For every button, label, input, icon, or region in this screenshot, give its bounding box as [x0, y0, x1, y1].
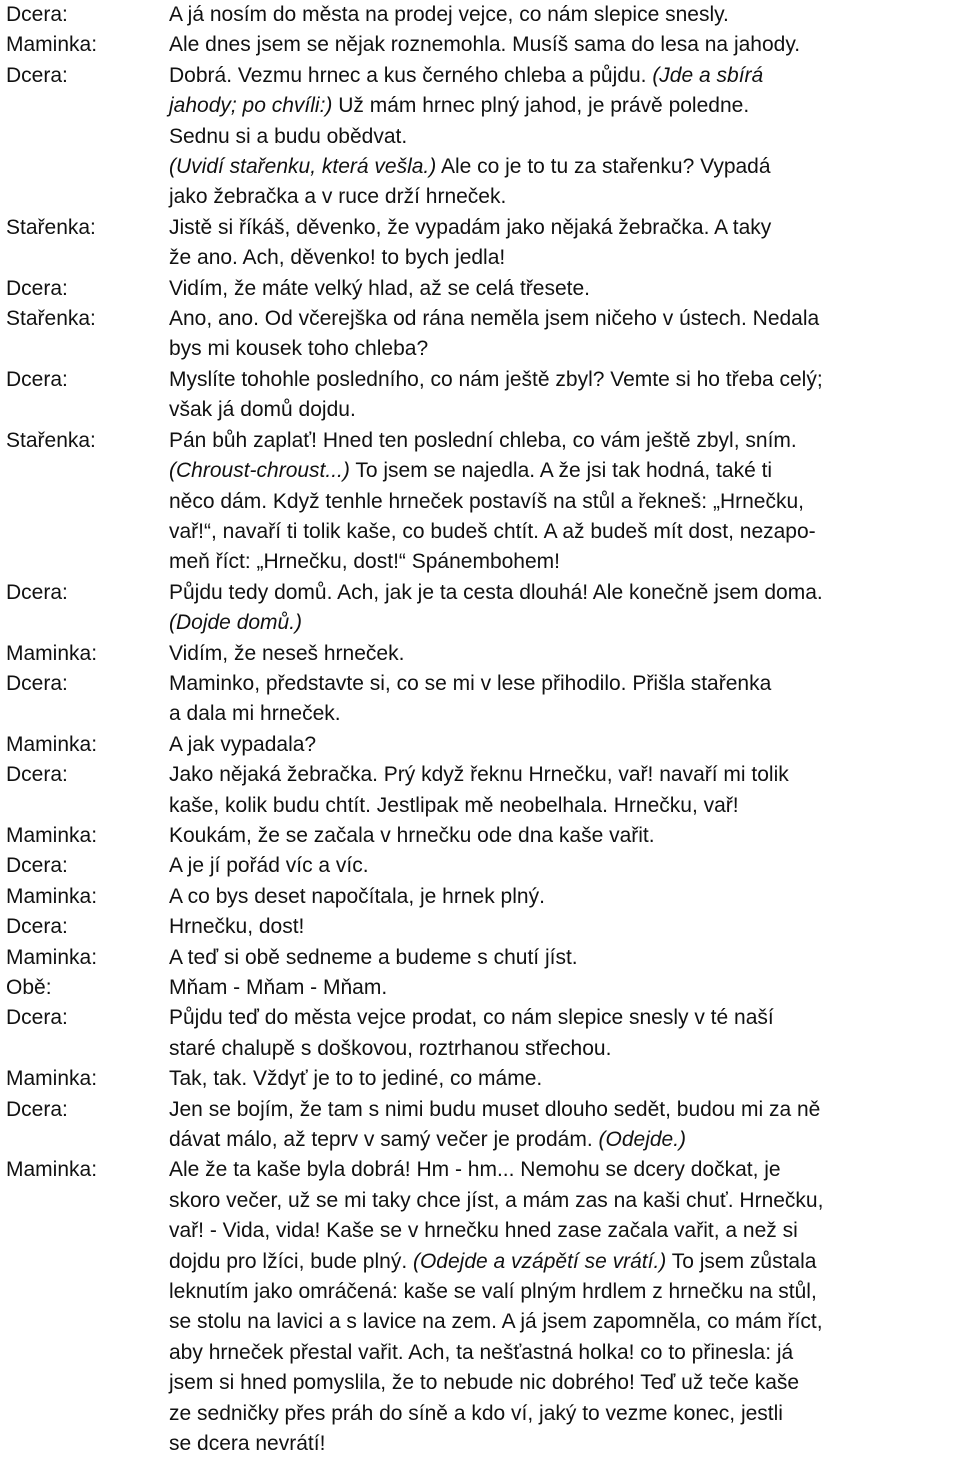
- dialogue-turn: [0, 730, 960, 760]
- speech-text: [169, 730, 960, 760]
- dialogue-turn: [0, 912, 960, 942]
- dialogue-turn: [0, 821, 960, 851]
- speech-text: [169, 365, 960, 426]
- stage-direction: (Odejde.): [598, 1128, 687, 1152]
- speech-line: [169, 182, 960, 212]
- speech-segment: něco dám. Když tenhle hrneček postavíš na stůl a řekneš: „Hrnečku,: [169, 489, 804, 513]
- speech-text: [169, 973, 960, 1003]
- stage-direction: jahody; po chvíli:): [169, 94, 333, 118]
- speech-text: [169, 882, 960, 912]
- dialogue-turn: [0, 365, 960, 426]
- speech-segment: se stolu na lavici a s lavice na zem. A já jsem zapomněla, co mám říct,: [169, 1310, 823, 1334]
- dialogue-turn: [0, 760, 960, 821]
- speech-text: [169, 912, 960, 942]
- speech-line: [169, 669, 960, 699]
- dialogue-turn: [0, 973, 960, 1003]
- speech-segment: Ale dnes jsem se nějak roznemohla. Musíš sama do lesa na jahody.: [169, 33, 801, 57]
- speaker-name: Dcera:: [6, 1097, 68, 1121]
- dialogue-turn: [0, 639, 960, 669]
- dialogue-turn: [0, 426, 960, 578]
- speaker-name: Dcera:: [6, 1006, 68, 1030]
- speech-segment: To jsem se najedla. A že jsi tak hodná, také ti: [349, 459, 773, 483]
- speech-line: [169, 912, 960, 942]
- speech-text: [169, 669, 960, 730]
- speech-text: [169, 1064, 960, 1094]
- speech-line: [169, 1368, 960, 1398]
- speech-segment: Pán bůh zaplať! Hned ten poslední chleba, co vám ještě zbyl, sním.: [169, 428, 797, 452]
- speaker-name: Dcera:: [6, 3, 68, 26]
- speech-segment: A co bys deset napočítala, je hrnek plný.: [169, 884, 545, 908]
- speech-text: [169, 304, 960, 365]
- speaker-name: Dcera:: [6, 63, 68, 87]
- dialogue-turn: [0, 1064, 960, 1094]
- speech-line: [169, 30, 960, 60]
- dialogue-turn: [0, 669, 960, 730]
- speech-text: [169, 213, 960, 274]
- speech-line: [169, 1034, 960, 1064]
- speech-line: [169, 608, 960, 638]
- dialogue-turn: [0, 61, 960, 213]
- speaker-name: Dcera:: [6, 580, 68, 604]
- speech-line: [169, 456, 960, 486]
- speaker-name: Obě:: [6, 976, 52, 999]
- stage-direction: (Odejde a vzápětí se vrátí.): [412, 1249, 667, 1273]
- speaker-name: Maminka:: [6, 823, 98, 847]
- speech-segment: Koukám, že se začala v hrnečku ode dna kaše vařit.: [169, 823, 655, 847]
- speech-line: [169, 1216, 960, 1246]
- stage-direction: (Chroust-chroust...): [169, 459, 350, 483]
- speaker-name: Dcera:: [6, 276, 68, 300]
- speech-line: [169, 1399, 960, 1429]
- speech-segment: A já nosím do města na prodej vejce, co nám slepice snesly.: [169, 3, 729, 26]
- speech-segment: meň říct: „Hrnečku, dost!“ Spánembohem!: [169, 550, 560, 574]
- speech-segment: dojdu pro lžíci, bude plný.: [169, 1249, 413, 1273]
- speech-segment: Vidím, že neseš hrneček.: [169, 641, 405, 665]
- speech-segment: Už mám hrnec plný jahod, je právě poledne.: [332, 94, 750, 118]
- speech-line: [169, 152, 960, 182]
- speech-segment: však já domů dojdu.: [169, 398, 356, 422]
- speech-text: [169, 30, 960, 60]
- speech-segment: se dcera nevrátí!: [169, 1432, 326, 1456]
- speech-line: [169, 274, 960, 304]
- speech-segment: Myslíte tohohle posledního, co nám ještě zbyl? Vemte si ho třeba celý;: [169, 367, 823, 391]
- speaker-name: Dcera:: [6, 671, 68, 695]
- speech-line: [169, 699, 960, 729]
- speech-line: [169, 1186, 960, 1216]
- speech-line: [169, 578, 960, 608]
- speech-line: [169, 882, 960, 912]
- speaker-name: Stařenka:: [6, 215, 96, 239]
- speech-line: [169, 1277, 960, 1307]
- speech-line: [169, 334, 960, 364]
- speaker-name: Dcera:: [6, 367, 68, 391]
- speech-segment: To jsem zůstala: [666, 1249, 817, 1273]
- speech-line: [169, 517, 960, 547]
- speech-text: [169, 274, 960, 304]
- speaker-name: Dcera:: [6, 915, 68, 939]
- speech-line: [169, 395, 960, 425]
- speech-segment: vař!“, navaří ti tolik kaše, co budeš chtít. A až budeš mít dost, nezapo-: [169, 519, 816, 543]
- speech-line: [169, 1338, 960, 1368]
- speech-line: [169, 1095, 960, 1125]
- dialogue-turn: [0, 274, 960, 304]
- speech-line: [169, 547, 960, 577]
- speech-line: [169, 365, 960, 395]
- speech-text: [169, 1003, 960, 1064]
- dialogue-turn: [0, 578, 960, 639]
- speech-segment: staré chalupě s doškovou, roztrhanou střechou.: [169, 1036, 612, 1060]
- speech-segment: bys mi kousek toho chleba?: [169, 337, 429, 361]
- speech-text: [169, 1155, 960, 1459]
- speaker-name: Dcera:: [6, 763, 68, 787]
- speech-line: [169, 1155, 960, 1185]
- speech-line: [169, 821, 960, 851]
- speech-segment: a dala mi hrneček.: [169, 702, 341, 726]
- speech-line: [169, 91, 960, 121]
- speech-line: [169, 1247, 960, 1277]
- speech-line: [169, 243, 960, 273]
- speech-segment: Půjdu teď do města vejce prodat, co nám slepice snesly v té naší: [169, 1006, 774, 1030]
- speech-segment: Tak, tak. Vždyť je to to jediné, co máme.: [169, 1067, 543, 1091]
- speech-text: [169, 760, 960, 821]
- speech-line: [169, 730, 960, 760]
- speech-segment: ze sedničky přes práh do síně a kdo ví, jaký to vezme konec, jestli: [169, 1401, 783, 1425]
- speech-text: [169, 0, 960, 30]
- dialogue-turn: [0, 30, 960, 60]
- speech-segment: Ano, ano. Od včerejška od rána neměla jsem ničeho v ústech. Nedala: [169, 307, 820, 331]
- dialogue-turn: [0, 882, 960, 912]
- speech-line: [169, 0, 960, 30]
- speech-segment: Jako nějaká žebračka. Prý když řeknu Hrnečku, vař! navaří mi tolik: [169, 763, 789, 787]
- speech-text: [169, 851, 960, 881]
- speech-line: [169, 1125, 960, 1155]
- speech-line: [169, 122, 960, 152]
- speech-line: [169, 1064, 960, 1094]
- speech-line: [169, 760, 960, 790]
- dialogue-turn: [0, 1155, 960, 1459]
- speech-line: [169, 213, 960, 243]
- speech-text: [169, 1095, 960, 1156]
- speech-segment: Ale co je to tu za stařenku? Vypadá: [436, 155, 771, 179]
- speech-segment: Sednu si a budu obědvat.: [169, 124, 408, 148]
- speech-segment: že ano. Ach, děvenko! to bych jedla!: [169, 246, 506, 270]
- speech-line: [169, 851, 960, 881]
- speech-segment: dávat málo, až teprv v samý večer je prodám.: [169, 1128, 599, 1152]
- speaker-name: Maminka:: [6, 33, 98, 57]
- speech-segment: Půjdu tedy domů. Ach, jak je ta cesta dlouhá! Ale konečně jsem doma.: [169, 580, 823, 604]
- speech-segment: Dobrá. Vezmu hrnec a kus černého chleba a půjdu.: [169, 63, 653, 87]
- speaker-name: Stařenka:: [6, 428, 96, 452]
- speaker-name: Maminka:: [6, 884, 98, 908]
- speech-line: [169, 304, 960, 334]
- speaker-name: Maminka:: [6, 945, 98, 969]
- speech-segment: aby hrneček přestal vařit. Ach, ta nešťastná holka! co to přinesla: já: [169, 1340, 794, 1364]
- dialogue-turn: [0, 851, 960, 881]
- speech-segment: Maminko, představte si, co se mi v lese přihodilo. Přišla stařenka: [169, 671, 772, 695]
- speaker-name: Maminka:: [6, 641, 98, 665]
- speech-line: [169, 973, 960, 1003]
- speech-line: [169, 639, 960, 669]
- speech-line: [169, 791, 960, 821]
- speech-segment: Jistě si říkáš, děvenko, že vypadám jako nějaká žebračka. A taky: [169, 215, 772, 239]
- speaker-name: Maminka:: [6, 1067, 98, 1091]
- speaker-name: Stařenka:: [6, 307, 96, 331]
- stage-direction: (Uvidí stařenku, která vešla.): [169, 155, 437, 179]
- speech-line: [169, 943, 960, 973]
- speaker-name: Maminka:: [6, 732, 98, 756]
- speech-text: [169, 61, 960, 213]
- speech-text: [169, 821, 960, 851]
- speech-text: [169, 943, 960, 973]
- speech-segment: A teď si obě sedneme a budeme s chutí jíst.: [169, 945, 578, 969]
- speech-segment: Mňam - Mňam - Mňam.: [169, 976, 388, 999]
- speech-text: [169, 578, 960, 639]
- dialogue-turn: [0, 304, 960, 365]
- speech-line: [169, 61, 960, 91]
- speech-segment: vař! - Vida, vida! Kaše se v hrnečku hned zase začala vařit, a než si: [169, 1219, 798, 1243]
- dialogue-turn: [0, 213, 960, 274]
- speaker-name: Maminka:: [6, 1158, 98, 1182]
- speech-segment: Ale že ta kaše byla dobrá! Hm - hm... Nemohu se dcery dočkat, je: [169, 1158, 781, 1182]
- speech-segment: Hrnečku, dost!: [169, 915, 305, 939]
- speech-segment: A jak vypadala?: [169, 732, 317, 756]
- speech-line: [169, 1429, 960, 1459]
- dialogue-turn: [0, 0, 960, 30]
- stage-direction: (Dojde domů.): [169, 611, 303, 635]
- speech-segment: kaše, kolik budu chtít. Jestlipak mě neobelhala. Hrnečku, vař!: [169, 793, 739, 817]
- speaker-name: Dcera:: [6, 854, 68, 878]
- speech-segment: jako žebračka a v ruce drží hrneček.: [169, 185, 507, 209]
- speech-segment: leknutím jako omráčená: kaše se valí plným hrdlem z hrnečku na stůl,: [169, 1280, 817, 1304]
- stage-direction: (Jde a sbírá: [652, 63, 764, 87]
- speech-segment: A je jí pořád víc a víc.: [169, 854, 369, 878]
- speech-segment: skoro večer, už se mi taky chce jíst, a mám zas na kaši chuť. Hrnečku,: [169, 1188, 824, 1212]
- speech-line: [169, 1307, 960, 1337]
- speech-text: [169, 639, 960, 669]
- dialogue-turn: [0, 1003, 960, 1064]
- dialogue-turn: [0, 943, 960, 973]
- speech-line: [169, 1003, 960, 1033]
- speech-line: [169, 426, 960, 456]
- speech-segment: Jen se bojím, že tam s nimi budu muset dlouho sedět, budou mi za ně: [169, 1097, 821, 1121]
- speech-line: [169, 487, 960, 517]
- dialogue-turn: [0, 1095, 960, 1156]
- speech-text: [169, 426, 960, 578]
- speech-segment: Vidím, že máte velký hlad, až se celá třesete.: [169, 276, 590, 300]
- speech-segment: jsem si hned pomyslila, že to nebude nic dobrého! Teď už teče kaše: [169, 1371, 800, 1395]
